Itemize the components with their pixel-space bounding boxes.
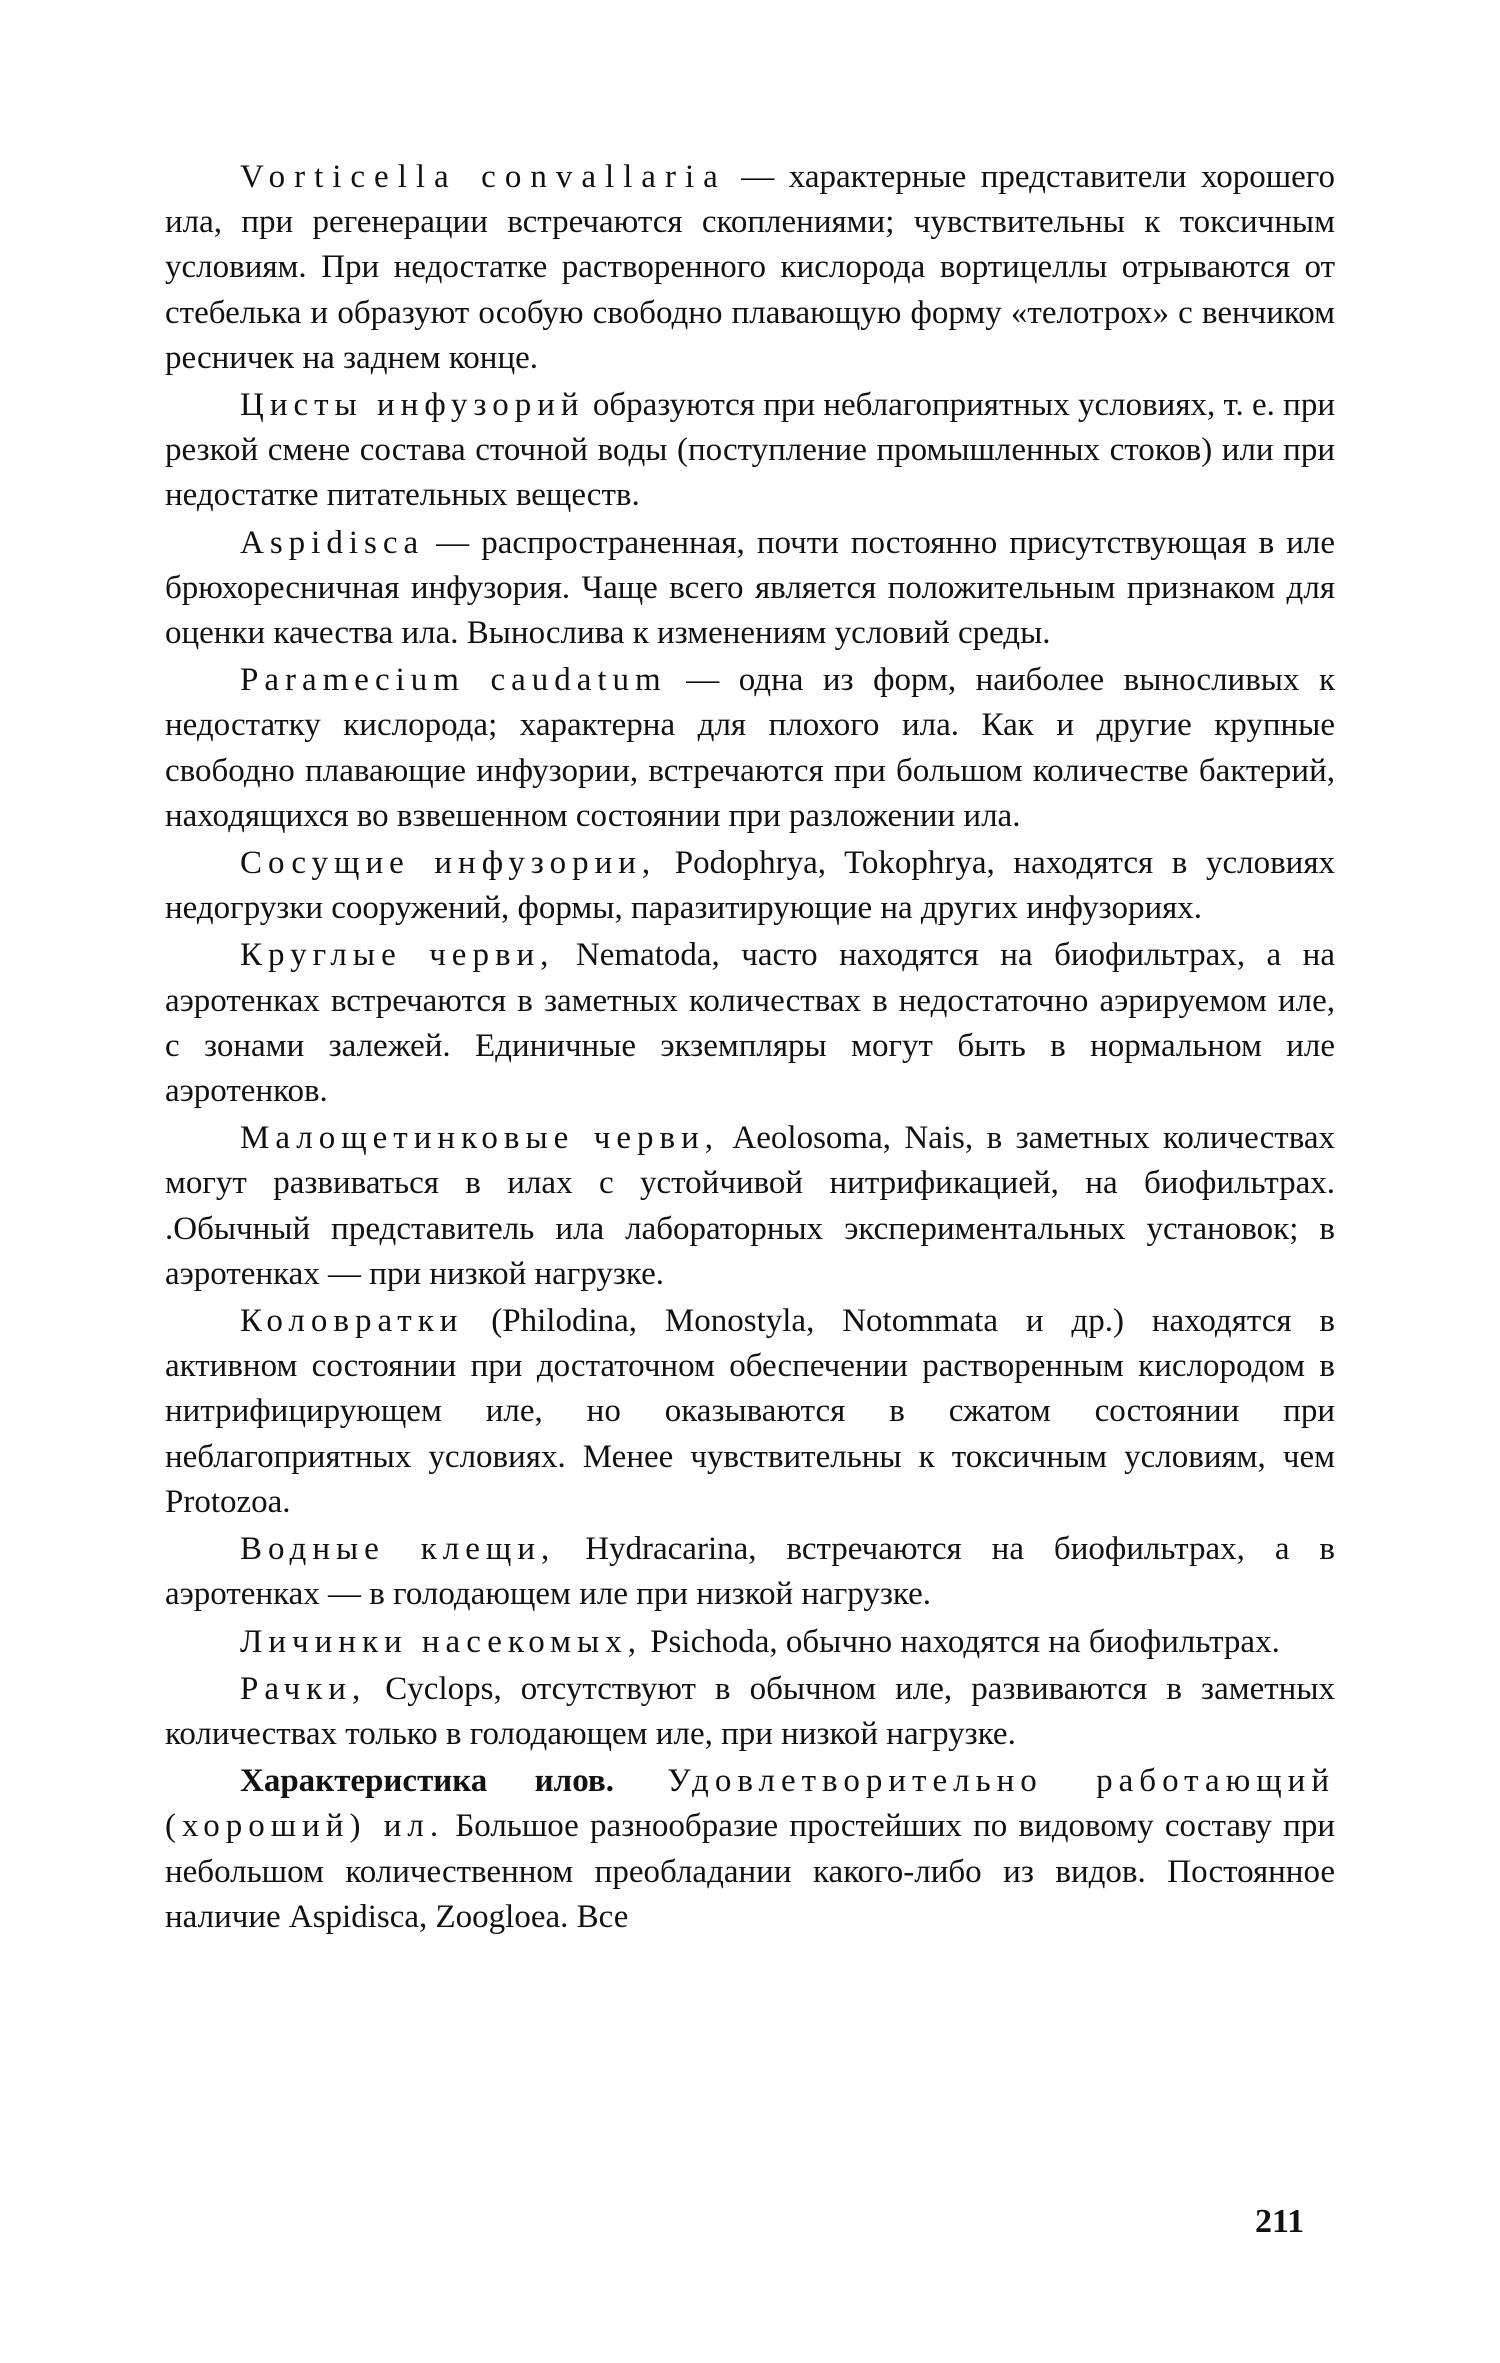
paragraph-text: — одна из форм, наиболее выносливых к недостатку кислорода; характерна для плохого ила. Как и другие крупные свободно плавающие инфузории, встречаются при большом количестве бактерий, находящихся во взвешенном состоянии при разложении ила. [165,662,1335,834]
paragraph-paramecium [165,658,1335,839]
term-aspidisca: Aspidisca [240,524,425,561]
paragraph-text: (Philodina, Monostyla, Notommata и др.) находятся в активном состоянии при достаточном обеспечении растворенным кислородом в нитрифицирующем иле, но оказываются в сжатом состоянии при неблагоприятных условиях. Менее чувствительны к токсичным условиям, чем Protozoa. [165,1303,1335,1520]
term-rotifers: Коловратки [240,1303,464,1340]
paragraph-text: Aeolosoma, Nais, в заметных количествах могут развиваться в илах с устойчивой нитрификацией, на биофильтрах. .Обычный представитель ила лабораторных экспериментальных установок; в аэротенках — при низкой нагрузке. [165,1120,1335,1292]
term-nematoda: Круглые черви, [240,937,555,974]
term-good-sludge: Удовлетворительно работающий (хороший) ил. [165,1763,1335,1845]
paragraph-text: образуются при неблагоприятных условиях, т. е. при резкой смене состава сточной воды (поступление промышленных стоков) или при недостатке питательных веществ. [165,387,1335,514]
paragraph-text: Cyclops, отсутствуют в обычном иле, развиваются в заметных количествах только в голодающем иле, при низкой нагрузке. [165,1670,1335,1752]
paragraph-aspidisca [165,521,1335,657]
paragraph-cysts [165,383,1335,519]
paragraph-text: Psichoda, обычно находятся на биофильтрах. [641,1623,1280,1660]
paragraph-nematoda [165,933,1335,1114]
paragraph-crustaceans [165,1667,1335,1757]
term-oligochaeta: Малощетинковые черви, [240,1120,719,1157]
paragraph-oligochaeta [165,1116,1335,1297]
paragraph-text: — распространенная, почти постоянно присутствующая в иле брюхоресничная инфузория. Чаще всего является положительным признаком для оценки качества ила. Вынослива к изменениям условий среды. [165,524,1335,652]
paragraph-text: — характерные представители хорошего ила, при регенерации встречаются скоплениями; чувствительны к токсичным условиям. При недостатке растворенного кислорода вортицеллы отрываются от стебелька и образуют особую свободно плавающую форму «телотрох» с венчиком ресничек на заднем конце. [165,159,1335,376]
term-crustaceans: Рачки, [240,1670,367,1707]
term-vorticella: Vorticella convallaria [240,159,727,195]
term-paramecium: Paramecium caudatum [240,662,667,699]
term-water-mites: Водные клещи, [240,1531,556,1568]
paragraph-water-mites [165,1527,1335,1617]
paragraph-text: Hydracarina, встречаются на биофильтрах, а в аэротенках — в голодающем иле при низкой нагрузке. [165,1531,1335,1613]
paragraph-insect-larvae [165,1620,1335,1665]
paragraph-vorticella [165,155,1335,381]
paragraph-text: Podophrya, Tokophrya, находятся в условиях недогрузки сооружений, формы, паразитирующие на других инфузориях. [165,845,1336,927]
paragraph-suctoria [165,841,1335,931]
page-number: 211 [1255,2203,1305,2240]
term-insect-larvae: Личинки насекомых, [240,1623,642,1660]
page-body [165,155,1335,1942]
paragraph-text: Nematoda, часто находятся на биофильтрах, а на аэротенках встречаются в заметных количествах в недостаточно аэрируемом иле, с зонами залежей. Единичные экземпляры могут быть в нормальном иле аэротенков. [165,937,1335,1110]
paragraph-sludge-characteristics [165,1759,1335,1940]
section-heading: Характеристика илов. [240,1763,614,1800]
term-suctoria: Сосущие инфузории, [240,845,657,882]
term-cysts: Цисты инфузорий [240,387,585,424]
paragraph-text: Большое разнообразие простейших по видовому составу при небольшом количественном преобладании какого-либо из видов. Постоянное наличие Aspidisca, Zoogloea. Все [165,1808,1335,1935]
paragraph-rotifers [165,1299,1335,1525]
